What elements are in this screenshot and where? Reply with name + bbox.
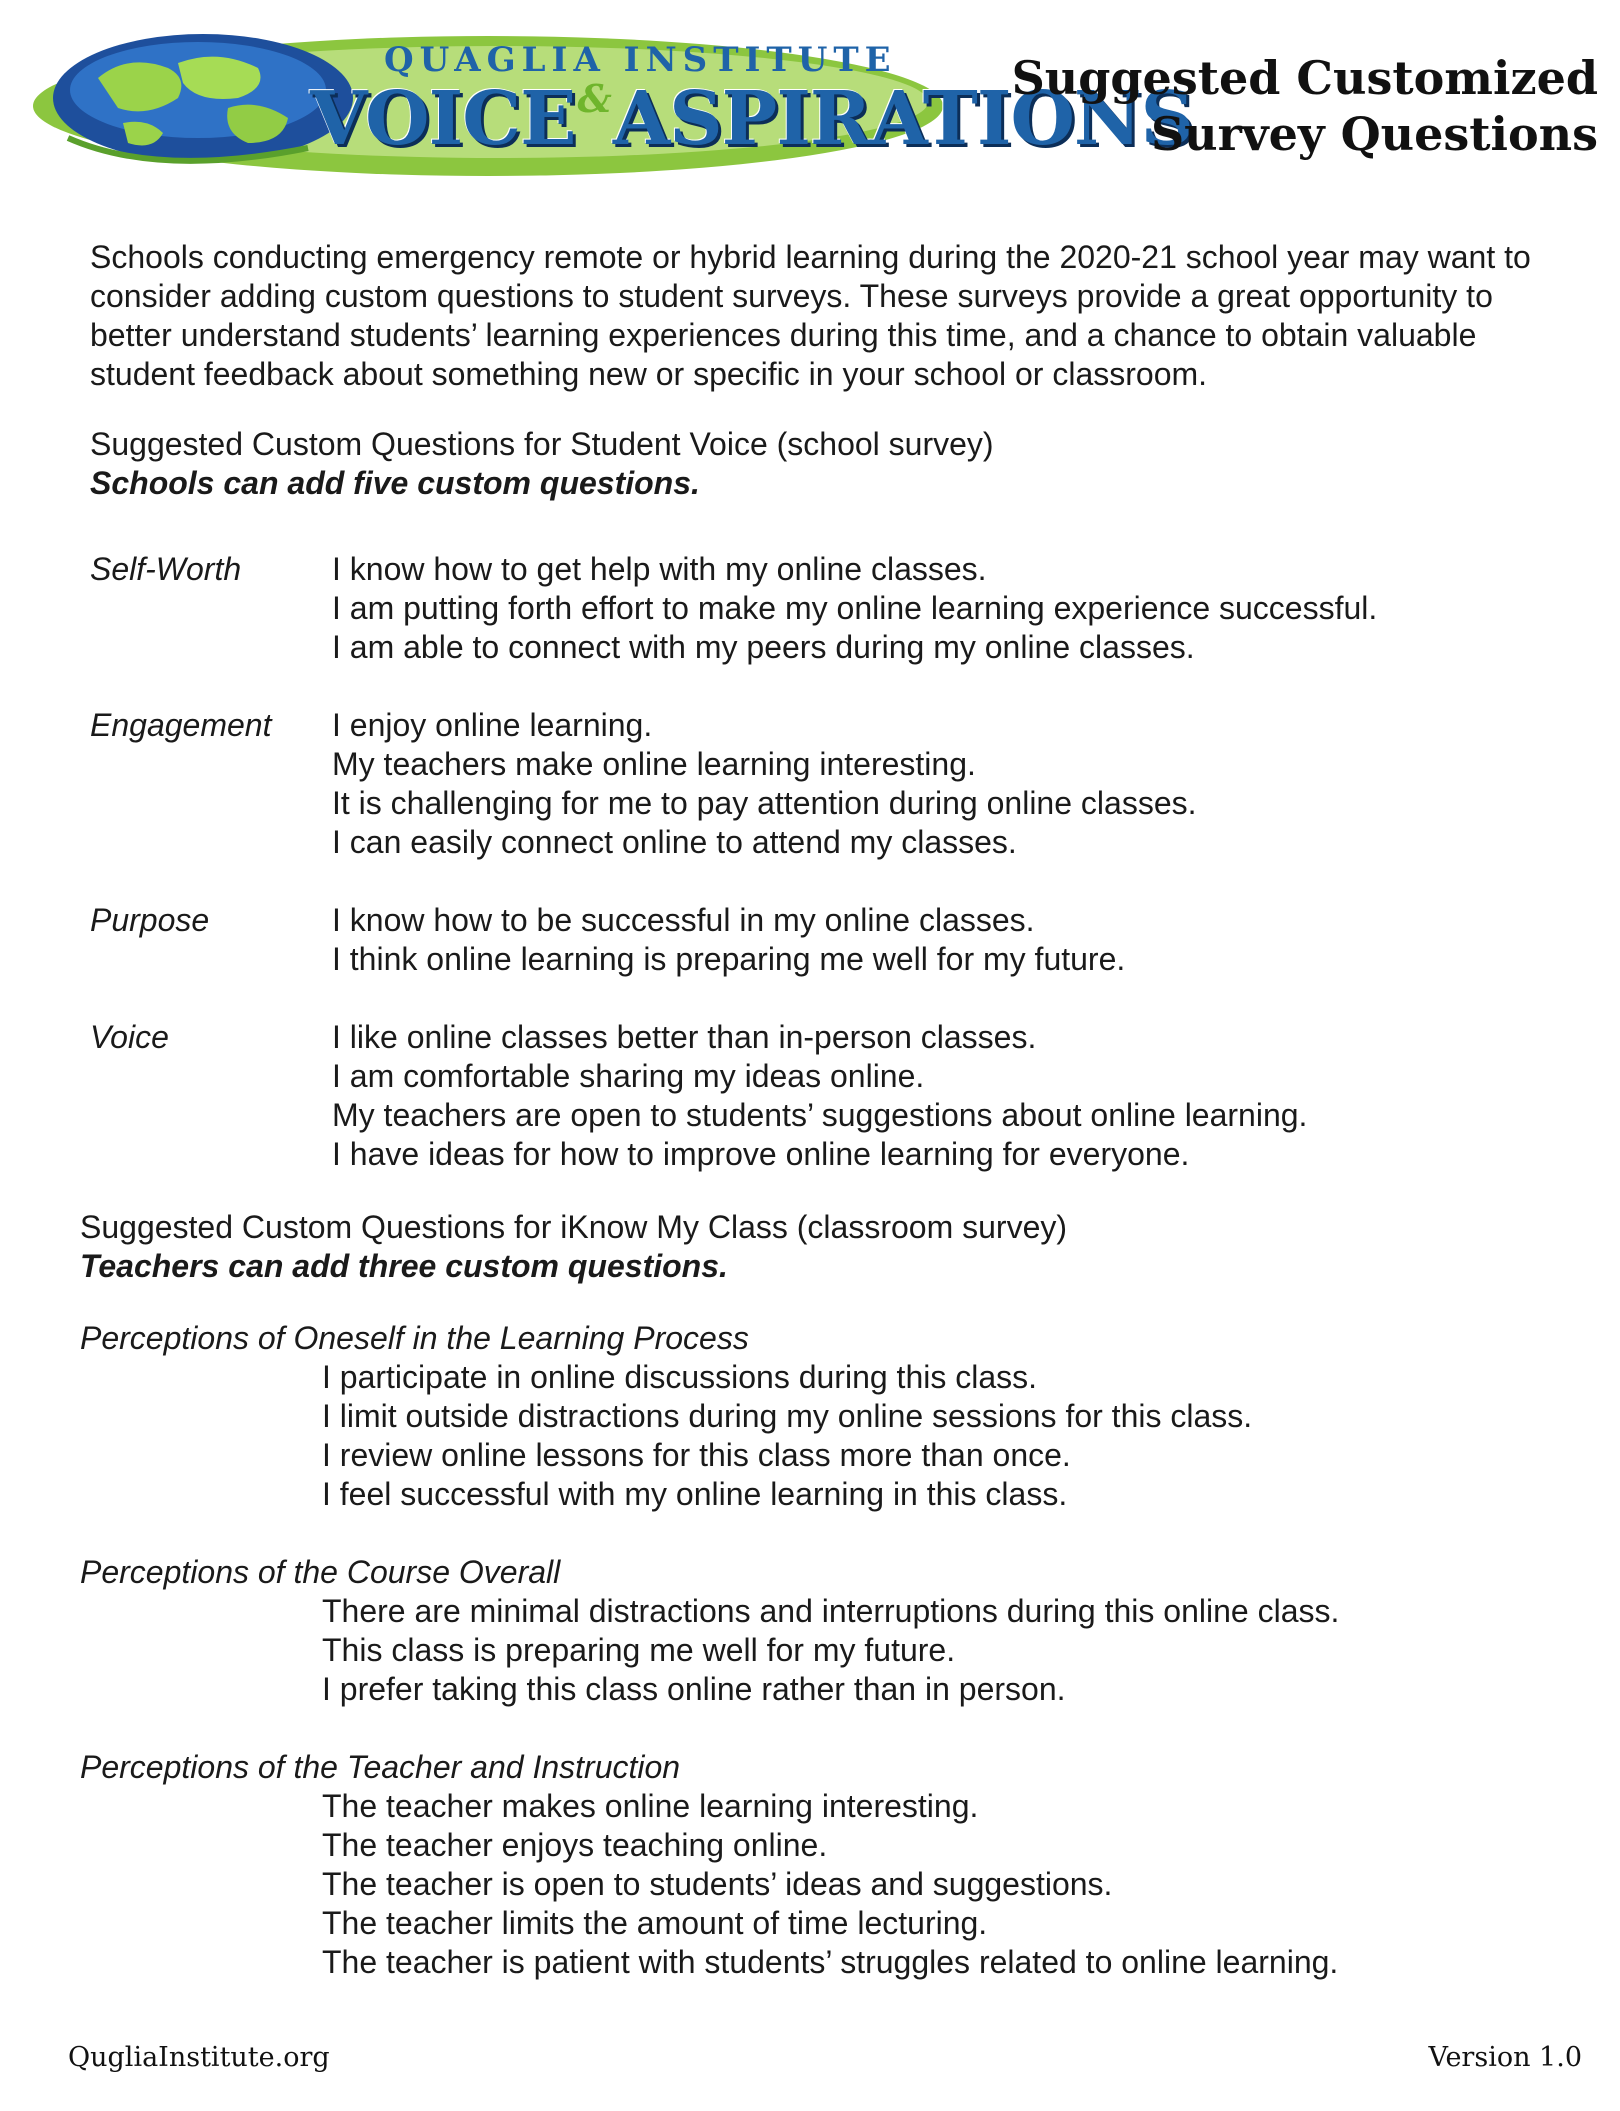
question-item: I have ideas for how to improve online learning for everyone. — [332, 1136, 1190, 1172]
category-group-course — [80, 1553, 1550, 1709]
iknow-heading-block — [80, 1208, 1530, 1286]
footer-website: QugliaInstitute.org — [68, 2042, 330, 2073]
question-item: I can easily connect online to attend my classes. — [332, 824, 1017, 860]
question-item: I enjoy online learning. — [332, 707, 653, 743]
category-label: Self-Worth — [90, 551, 242, 587]
question-item: I participate in online discussions during this class. — [322, 1359, 1038, 1395]
category-group-teacher — [80, 1748, 1550, 1982]
logo — [28, 28, 1194, 178]
question-list — [332, 901, 1125, 979]
question-item: I like online classes better than in-person classes. — [332, 1019, 1037, 1055]
question-item: I feel successful with my online learning in this class. — [322, 1476, 1068, 1512]
document-title — [978, 50, 1598, 162]
question-list — [80, 1787, 1550, 1982]
category-label: Voice — [90, 1019, 169, 1055]
question-item: This class is preparing me well for my future. — [322, 1632, 956, 1668]
question-item: I know how to get help with my online classes. — [332, 551, 987, 587]
question-item: The teacher enjoys teaching online. — [322, 1827, 828, 1863]
question-item: There are minimal distractions and interruptions during this online class. — [322, 1593, 1340, 1629]
question-item: I am comfortable sharing my ideas online. — [332, 1058, 925, 1094]
intro-paragraph: Schools conducting emergency remote or hybrid learning during the 2020-21 school year may want to consider adding custom questions to student surveys. These surveys provide a great opportunity to better understand students’ learning experiences during this time, and a chance to obtain valuable student feedback about something new or specific in your school or classroom. — [90, 239, 1531, 392]
question-item: I am putting forth effort to make my online learning experience successful. — [332, 590, 1378, 626]
question-item: My teachers make online learning interesting. — [332, 746, 976, 782]
question-item: I am able to connect with my peers during my online classes. — [332, 629, 1195, 665]
student-voice-heading-block — [90, 425, 1540, 503]
question-item: The teacher is patient with students’ struggles related to online learning. — [322, 1944, 1339, 1980]
question-item: I think online learning is preparing me well for my future. — [332, 941, 1126, 977]
question-item: I review online lessons for this class more than once. — [322, 1437, 1071, 1473]
question-list — [80, 1592, 1550, 1709]
category-label: Engagement — [90, 707, 272, 743]
student-voice-heading: Suggested Custom Questions for Student Voice (school survey) — [90, 426, 994, 462]
logo-institute-name: QUAGLIA INSTITUTE — [384, 40, 897, 80]
category-label: Perceptions of Oneself in the Learning Process — [80, 1320, 749, 1356]
question-item: I know how to be successful in my online classes. — [332, 902, 1035, 938]
question-list — [332, 550, 1377, 667]
student-voice-subheading: Schools can add five custom questions. — [90, 465, 700, 501]
question-list — [332, 706, 1197, 862]
category-group-oneself — [80, 1319, 1550, 1514]
logo-ampersand: & — [577, 76, 611, 121]
question-item: My teachers are open to students’ suggestions about online learning. — [332, 1097, 1308, 1133]
question-list — [80, 1358, 1550, 1514]
question-item: I limit outside distractions during my online sessions for this class. — [322, 1398, 1253, 1434]
category-label: Purpose — [90, 902, 210, 938]
document-title-line2: Survey Questions — [1150, 107, 1598, 161]
question-item: The teacher limits the amount of time lecturing. — [322, 1905, 988, 1941]
question-item: The teacher makes online learning interesting. — [322, 1788, 979, 1824]
question-item: The teacher is open to students’ ideas and suggestions. — [322, 1866, 1113, 1902]
logo-word-aspirations: ASPIRATIONS — [612, 76, 1194, 162]
category-label: Perceptions of the Course Overall — [80, 1554, 561, 1590]
footer-version: Version 1.0 — [1428, 2042, 1582, 2073]
iknow-heading: Suggested Custom Questions for iKnow My Class (classroom survey) — [80, 1209, 1068, 1245]
question-list — [332, 1018, 1307, 1174]
logo-word-voice: VOICE — [310, 76, 576, 162]
question-item: It is challenging for me to pay attention during online classes. — [332, 785, 1197, 821]
question-item: I prefer taking this class online rather than in person. — [322, 1671, 1066, 1707]
iknow-subheading: Teachers can add three custom questions. — [80, 1248, 728, 1284]
category-label: Perceptions of the Teacher and Instruction — [80, 1749, 681, 1785]
document-title-line1: Suggested Customized — [1011, 51, 1598, 105]
